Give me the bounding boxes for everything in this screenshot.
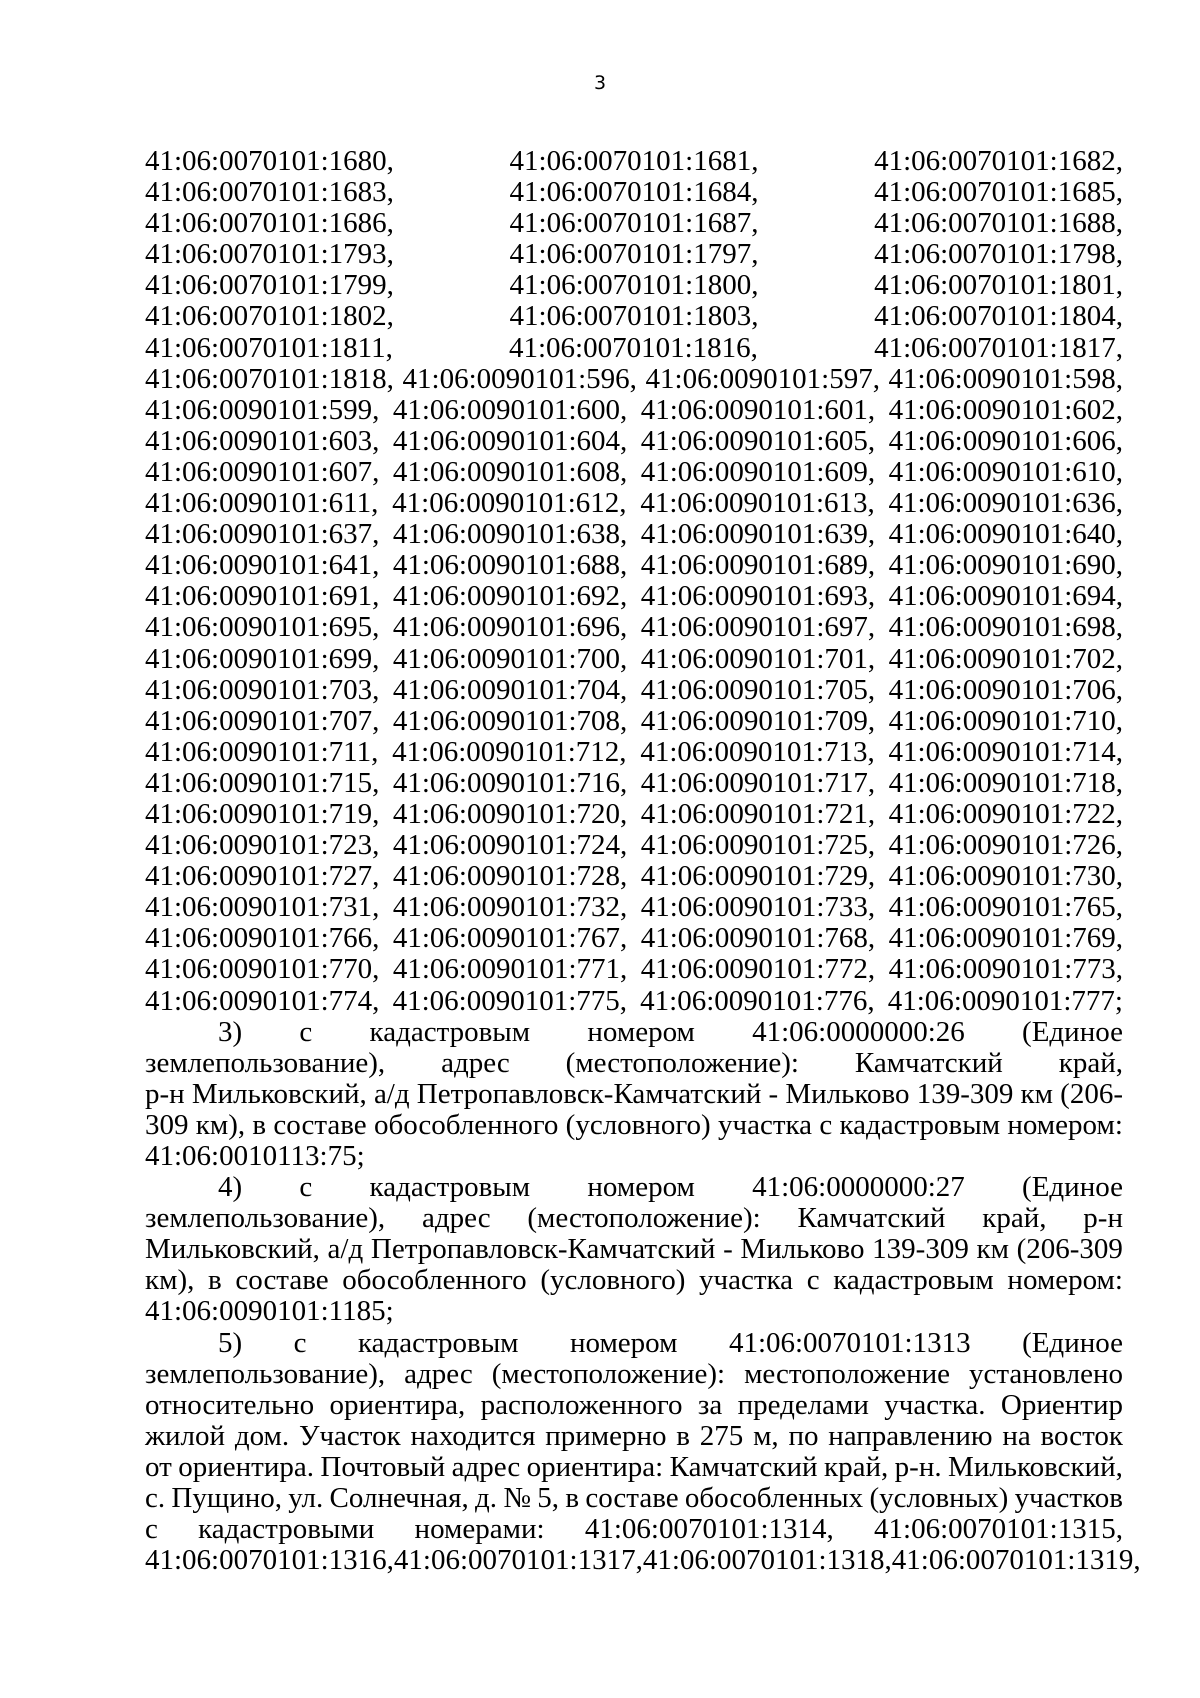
- text-segment: составе: [585, 1482, 679, 1515]
- text-line: [145, 177, 1123, 208]
- text-segment: Петропавловск-Камчатский: [416, 1077, 762, 1110]
- text-segment: -: [723, 1233, 733, 1266]
- text-segment: в: [208, 1264, 222, 1297]
- text-segment: 41:06:0070101:1682,: [874, 145, 1123, 177]
- text-line: [145, 706, 1123, 737]
- text-segment: Камчатский: [797, 1202, 946, 1235]
- text-segment: а/д: [327, 1233, 364, 1266]
- text-segment: 41:06:0090101:711,: [145, 735, 379, 768]
- text-segment: 41:06:0070101:1687,: [509, 207, 759, 240]
- text-segment: 139-309: [916, 1077, 1014, 1110]
- text-segment: ул.: [288, 1482, 324, 1515]
- text-segment: местоположение: [744, 1357, 950, 1390]
- text-segment: 41:06:0090101:777;: [887, 984, 1123, 1017]
- text-segment: 41:06:0090101:769,: [888, 922, 1123, 955]
- text-segment: 41:06:0090101:699,: [145, 642, 380, 675]
- text-line: [145, 1483, 1123, 1514]
- text-line: [145, 830, 1123, 861]
- text-segment: 41:06:0070101:1798,: [874, 238, 1123, 271]
- text-segment: пределами: [737, 1388, 869, 1421]
- text-segment: 41:06:0090101:601,: [640, 393, 876, 426]
- text-segment: (Единое: [1022, 1171, 1123, 1204]
- text-segment: обособленных: [684, 1482, 864, 1515]
- text-segment: Мильково: [740, 1233, 865, 1266]
- text-segment: Пущино,: [171, 1482, 282, 1515]
- text-segment: 41:06:0070101:1318,: [642, 1544, 892, 1577]
- text-segment: 41:06:0090101:607,: [145, 455, 380, 488]
- text-segment: 41:06:0090101:768,: [640, 922, 876, 955]
- text-segment: км),: [195, 1108, 246, 1141]
- text-segment: 41:06:0090101:710,: [888, 704, 1123, 737]
- text-segment: 41:06:0070101:1797,: [509, 238, 759, 271]
- text-segment: 41:06:0070101:1818,: [145, 362, 394, 395]
- text-segment: 41:06:0090101:702,: [888, 642, 1123, 675]
- text-segment: Камчатский: [854, 1046, 1003, 1079]
- text-line: [145, 1296, 1123, 1327]
- text-segment: (местоположение):: [565, 1046, 799, 1079]
- text-segment: 139-309: [872, 1233, 969, 1266]
- text-segment: номерами:: [414, 1513, 545, 1546]
- text-segment: км: [976, 1233, 1009, 1266]
- text-segment: 275: [699, 1419, 744, 1452]
- text-line: [145, 1328, 1123, 1359]
- text-segment: 41:06:0090101:765,: [888, 891, 1123, 924]
- text-segment: 41:06:0090101:776,: [640, 984, 875, 1017]
- text-segment: 41:06:0070101:1802,: [145, 300, 394, 333]
- text-segment: Ориентир: [1000, 1388, 1123, 1421]
- text-segment: 309: [145, 1108, 189, 1141]
- text-segment: 41:06:0090101:723,: [145, 829, 380, 862]
- text-segment: край,: [1058, 1046, 1123, 1079]
- text-segment: 41:06:0070101:1803,: [509, 300, 759, 333]
- text-segment: Петропавловск-Камчатский: [370, 1233, 716, 1266]
- text-segment: адрес: [404, 1357, 473, 1390]
- text-segment: 41:06:0090101:724,: [392, 829, 628, 862]
- text-line: [145, 1390, 1123, 1421]
- text-segment: 41:06:0070101:1804,: [874, 300, 1123, 333]
- text-segment: 41:06:0090101:596,: [402, 362, 637, 395]
- text-segment: восток: [1040, 1419, 1123, 1452]
- text-segment: направлению: [828, 1419, 993, 1452]
- text-segment: 41:06:0090101:691,: [145, 580, 380, 613]
- text-line: [145, 1017, 1123, 1048]
- text-segment: 41:06:0090101:688,: [392, 549, 628, 582]
- text-line: [145, 550, 1123, 581]
- text-line: [145, 488, 1123, 519]
- text-line: [145, 1172, 1123, 1203]
- text-segment: относительно: [145, 1388, 315, 1421]
- text-segment: 41:06:0090101:599,: [145, 393, 380, 426]
- text-segment: р-н: [145, 1077, 185, 1110]
- text-segment: 41:06:0090101:706,: [888, 673, 1123, 706]
- text-segment: участков: [1014, 1482, 1123, 1515]
- text-line: [145, 986, 1123, 1017]
- text-segment: 41:06:0090101:692,: [392, 580, 628, 613]
- text-segment: 41:06:0090101:604,: [392, 424, 628, 457]
- text-segment: 41:06:0090101:728,: [392, 860, 628, 893]
- text-segment: землепользование),: [145, 1357, 386, 1390]
- text-line: [145, 861, 1123, 892]
- text-line: [145, 612, 1123, 643]
- text-segment: с: [293, 1326, 307, 1359]
- text-line: [145, 239, 1123, 270]
- text-segment: с: [806, 1264, 820, 1297]
- text-segment: ориентира,: [329, 1388, 466, 1421]
- text-segment: 41:06:0090101:733,: [640, 891, 876, 924]
- text-segment: номером: [587, 1015, 695, 1048]
- text-segment: 41:06:0090101:597,: [645, 362, 880, 395]
- text-segment: 41:06:0090101:725,: [640, 829, 876, 862]
- text-segment: 41:06:0090101:598,: [888, 362, 1123, 395]
- text-segment: 41:06:0090101:611,: [145, 487, 379, 520]
- text-segment: (условного): [540, 1264, 686, 1297]
- text-segment: 4): [218, 1171, 243, 1204]
- text-segment: 41:06:0090101:718,: [888, 766, 1123, 799]
- text-segment: 41:06:0090101:603,: [145, 424, 380, 457]
- text-segment: 41:06:0090101:715,: [145, 766, 380, 799]
- text-line: [145, 675, 1123, 706]
- text-segment: Почтовый: [320, 1450, 446, 1483]
- page-number: 3: [593, 72, 607, 94]
- text-line: [145, 954, 1123, 985]
- text-segment: 41:06:0000000:27: [752, 1171, 965, 1204]
- text-segment: 41:06:0090101:705,: [640, 673, 876, 706]
- text-segment: 41:06:0070101:1319,: [891, 1544, 1141, 1577]
- text-segment: за: [697, 1388, 723, 1421]
- text-segment: 41:06:0090101:774,: [145, 984, 380, 1017]
- text-segment: (206-: [1060, 1077, 1123, 1110]
- text-segment: 41:06:0070101:1316,: [145, 1544, 394, 1577]
- text-segment: 41:06:0070101:1317,: [393, 1544, 643, 1577]
- text-segment: 41:06:0090101:612,: [392, 487, 627, 520]
- text-segment: участка: [718, 1108, 813, 1141]
- text-segment: 41:06:0090101:712,: [392, 735, 627, 768]
- text-line: [145, 1141, 1123, 1172]
- text-line: [145, 426, 1123, 457]
- text-segment: 41:06:0090101:696,: [392, 611, 628, 644]
- text-segment: находится: [410, 1419, 536, 1452]
- text-segment: 41:06:0010113:75;: [145, 1140, 365, 1172]
- text-line: [145, 644, 1123, 675]
- text-segment: 41:06:0090101:719,: [145, 797, 380, 830]
- text-segment: 41:06:0090101:713,: [640, 735, 875, 768]
- text-segment: 41:06:0090101:767,: [392, 922, 628, 955]
- text-segment: 41:06:0070101:1315,: [874, 1513, 1123, 1546]
- text-segment: 41:06:0090101:641,: [145, 549, 380, 582]
- text-segment: адрес: [451, 1450, 521, 1483]
- text-segment: номером: [587, 1171, 695, 1204]
- text-segment: 41:06:0090101:606,: [888, 424, 1123, 457]
- text-segment: 41:06:0090101:602,: [888, 393, 1123, 426]
- text-segment: (местоположение):: [491, 1357, 726, 1390]
- text-segment: 41:06:0090101:771,: [392, 953, 628, 986]
- text-segment: 41:06:0090101:700,: [392, 642, 628, 675]
- text-segment: от: [145, 1450, 172, 1483]
- text-line: [145, 333, 1123, 364]
- text-segment: 41:06:0070101:1685,: [874, 176, 1123, 209]
- text-line: [145, 1079, 1123, 1110]
- text-segment: край,: [982, 1202, 1047, 1235]
- text-segment: 41:06:0090101:727,: [145, 860, 380, 893]
- text-segment: 41:06:0090101:609,: [640, 455, 876, 488]
- text-line: [145, 923, 1123, 954]
- text-segment: 41:06:0090101:701,: [640, 642, 876, 675]
- text-segment: 41:06:0090101:640,: [888, 518, 1123, 551]
- text-segment: (Единое: [1022, 1326, 1123, 1359]
- text-segment: 41:06:0090101:693,: [640, 580, 876, 613]
- text-segment: 41:06:0090101:731,: [145, 891, 380, 924]
- text-segment: 5,: [537, 1482, 560, 1515]
- text-segment: в: [252, 1108, 267, 1141]
- text-segment: 41:06:0090101:637,: [145, 518, 380, 551]
- text-segment: 41:06:0090101:605,: [640, 424, 876, 457]
- text-line: [145, 1048, 1123, 1079]
- text-segment: 41:06:0090101:707,: [145, 704, 380, 737]
- text-segment: 41:06:0090101:639,: [640, 518, 876, 551]
- text-segment: км),: [145, 1264, 195, 1297]
- text-line: [145, 395, 1123, 426]
- text-segment: (условных): [869, 1482, 1009, 1515]
- text-segment: 41:06:0090101:721,: [640, 797, 876, 830]
- text-segment: Мильковский,: [191, 1077, 367, 1110]
- text-segment: 41:06:0070101:1800,: [509, 269, 759, 302]
- text-segment: составе: [235, 1264, 329, 1297]
- text-segment: 41:06:0090101:694,: [888, 580, 1123, 613]
- text-segment: 41:06:0090101:636,: [888, 487, 1123, 520]
- text-segment: 41:06:0070101:1817,: [874, 331, 1123, 364]
- text-segment: 41:06:0070101:1314,: [584, 1513, 834, 1546]
- text-segment: 41:06:0090101:1185;: [145, 1295, 394, 1328]
- text-segment: 41:06:0090101:695,: [145, 611, 380, 644]
- text-segment: 41:06:0090101:689,: [640, 549, 876, 582]
- text-segment: 41:06:0090101:766,: [145, 922, 380, 955]
- text-segment: дом.: [234, 1419, 290, 1452]
- text-segment: номером: [569, 1326, 678, 1359]
- text-segment: 41:06:0090101:613,: [640, 487, 875, 520]
- text-segment: 41:06:0090101:717,: [640, 766, 876, 799]
- text-line: [145, 1234, 1123, 1265]
- text-segment: 41:06:0070101:1799,: [145, 269, 394, 302]
- text-segment: 41:06:0090101:608,: [392, 455, 628, 488]
- text-segment: д.: [475, 1482, 498, 1515]
- text-segment: кадастровыми: [198, 1513, 375, 1546]
- text-segment: 41:06:0090101:610,: [888, 455, 1123, 488]
- text-segment: номером:: [1007, 1264, 1123, 1297]
- text-line: [145, 1265, 1123, 1296]
- text-segment: Мильково: [785, 1077, 910, 1110]
- text-segment: 41:06:0090101:770,: [145, 953, 380, 986]
- text-segment: Участок: [298, 1419, 401, 1452]
- text-segment: край,: [823, 1450, 889, 1483]
- text-segment: адрес: [441, 1046, 510, 1079]
- text-segment: 41:06:0070101:1816,: [509, 331, 758, 364]
- text-line: [145, 1544, 1141, 1577]
- text-line: [145, 581, 1123, 612]
- text-segment: 41:06:0090101:772,: [640, 953, 876, 986]
- text-segment: по: [788, 1419, 819, 1452]
- text-segment: 41:06:0090101:716,: [392, 766, 628, 799]
- text-segment: жилой: [145, 1419, 226, 1452]
- text-segment: кадастровым: [369, 1171, 531, 1204]
- text-segment: с: [145, 1513, 158, 1546]
- text-segment: ориентира:: [526, 1450, 664, 1483]
- text-line: [145, 799, 1123, 830]
- text-line: [145, 892, 1123, 923]
- text-line: [145, 1203, 1123, 1234]
- text-segment: км: [1020, 1077, 1053, 1110]
- text-segment: (местоположение):: [527, 1202, 761, 1235]
- text-segment: в: [676, 1419, 690, 1452]
- text-line: [145, 1110, 1123, 1141]
- text-segment: с: [299, 1171, 313, 1204]
- text-segment: составе: [273, 1108, 367, 1141]
- text-segment: (Единое: [1022, 1015, 1123, 1048]
- text-segment: 41:06:0090101:704,: [392, 673, 628, 706]
- text-segment: Мильковский,: [948, 1450, 1123, 1483]
- text-segment: 41:06:0070101:1811,: [145, 331, 393, 364]
- text-line: [145, 768, 1123, 799]
- text-segment: 41:06:0070101:1684,: [509, 176, 759, 209]
- text-line: [145, 364, 1123, 395]
- text-segment: 41:06:0070101:1683,: [145, 176, 394, 209]
- text-segment: 41:06:0090101:722,: [888, 797, 1123, 830]
- text-segment: 41:06:0090101:708,: [392, 704, 628, 737]
- text-segment: 41:06:0090101:730,: [888, 860, 1123, 893]
- text-segment: а/д: [373, 1077, 410, 1110]
- text-segment: с: [819, 1108, 833, 1141]
- text-segment: 41:06:0090101:720,: [392, 797, 628, 830]
- text-segment: 41:06:0070101:1686,: [145, 207, 394, 240]
- text-segment: 41:06:0000000:26: [752, 1015, 965, 1048]
- text-segment: (условного): [565, 1108, 711, 1141]
- text-segment: 3): [218, 1015, 243, 1048]
- text-segment: 41:06:0090101:775,: [392, 984, 627, 1017]
- text-segment: землепользование),: [145, 1046, 386, 1079]
- text-segment: 41:06:0090101:600,: [392, 393, 628, 426]
- text-segment: 41:06:0090101:638,: [392, 518, 628, 551]
- text-line: [145, 301, 1123, 332]
- text-segment: р-н: [1083, 1202, 1123, 1235]
- text-segment: 41:06:0070101:1801,: [874, 269, 1123, 302]
- text-segment: м,: [753, 1419, 779, 1452]
- text-segment: р-н.: [894, 1450, 942, 1483]
- text-line: [145, 457, 1123, 488]
- text-segment: 41:06:0090101:709,: [640, 704, 876, 737]
- text-segment: 41:06:0090101:698,: [888, 611, 1123, 644]
- document-body: [145, 145, 1141, 1577]
- text-line: [145, 270, 1123, 301]
- text-segment: 41:06:0090101:726,: [888, 829, 1123, 862]
- text-line: [145, 208, 1123, 239]
- text-segment: 41:06:0090101:729,: [640, 860, 876, 893]
- text-line: [145, 1421, 1123, 1452]
- text-line: [145, 1359, 1123, 1390]
- text-segment: с: [299, 1015, 313, 1048]
- text-line: [145, 1514, 1123, 1545]
- text-segment: 5): [218, 1326, 243, 1359]
- text-segment: 41:06:0090101:714,: [888, 735, 1123, 768]
- text-segment: обособленного: [373, 1108, 559, 1141]
- text-segment: 41:06:0090101:697,: [640, 611, 876, 644]
- text-segment: ориентира.: [178, 1450, 314, 1483]
- text-segment: на: [1002, 1419, 1031, 1452]
- text-segment: 41:06:0070101:1680,: [145, 145, 394, 177]
- text-line: [145, 146, 1123, 177]
- text-segment: с.: [145, 1482, 166, 1515]
- text-segment: -: [768, 1077, 779, 1110]
- text-segment: землепользование),: [145, 1202, 386, 1235]
- text-segment: 41:06:0070101:1793,: [145, 238, 394, 271]
- text-segment: 41:06:0070101:1313: [728, 1326, 971, 1359]
- text-segment: участка: [699, 1264, 794, 1297]
- text-segment: 41:06:0090101:690,: [888, 549, 1123, 582]
- text-segment: кадастровым: [839, 1108, 1001, 1141]
- text-line: [145, 519, 1123, 550]
- text-segment: 41:06:0090101:773,: [888, 953, 1123, 986]
- text-segment: кадастровым: [369, 1015, 531, 1048]
- text-segment: 41:06:0070101:1688,: [874, 207, 1123, 240]
- text-segment: 41:06:0090101:732,: [392, 891, 628, 924]
- text-segment: обособленного: [342, 1264, 527, 1297]
- text-segment: Мильковский,: [145, 1233, 320, 1266]
- text-segment: участка.: [884, 1388, 986, 1421]
- text-segment: примерно: [545, 1419, 667, 1452]
- text-line: [145, 737, 1123, 768]
- text-segment: кадастровым: [357, 1326, 519, 1359]
- text-segment: в: [565, 1482, 580, 1515]
- text-segment: №: [503, 1482, 531, 1515]
- text-line: [145, 1452, 1123, 1483]
- text-segment: (206-309: [1016, 1233, 1123, 1266]
- text-segment: 41:06:0070101:1681,: [509, 145, 759, 177]
- text-segment: кадастровым: [833, 1264, 994, 1297]
- text-segment: номером:: [1007, 1108, 1123, 1141]
- text-segment: установлено: [969, 1357, 1123, 1390]
- text-segment: Солнечная,: [329, 1482, 469, 1515]
- text-segment: 41:06:0090101:703,: [145, 673, 380, 706]
- text-segment: расположенного: [480, 1388, 683, 1421]
- text-segment: адрес: [421, 1202, 491, 1235]
- text-segment: Камчатский: [669, 1450, 818, 1483]
